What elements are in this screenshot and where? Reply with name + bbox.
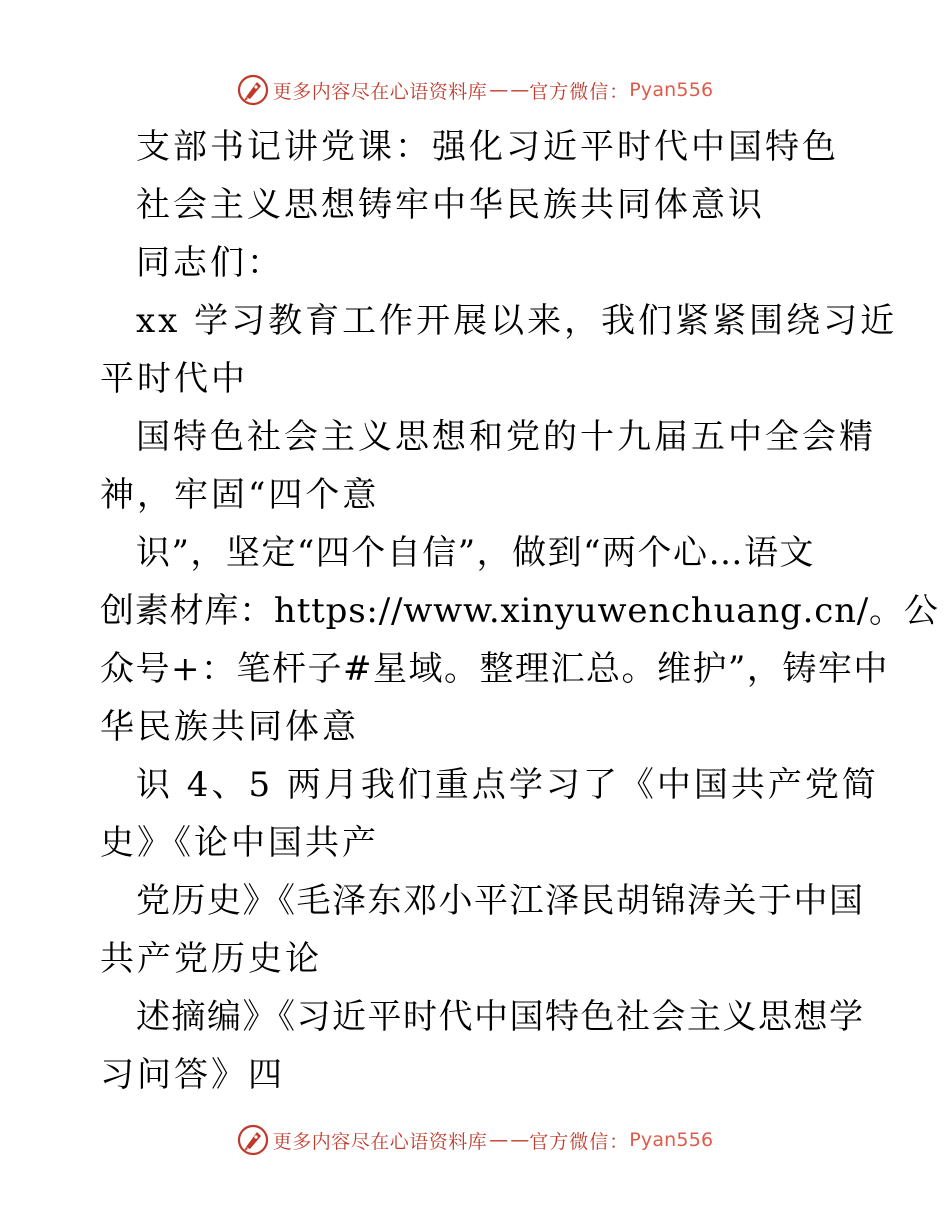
- title-line-2: 社会主义思想铸牢中华民族共同体意识: [136, 185, 765, 225]
- banner-separator: —: [489, 79, 507, 101]
- salutation: 同志们：: [136, 243, 284, 283]
- paragraph-line: 国特色社会主义思想和党的十九届五中全会精: [136, 417, 876, 457]
- banner-separator: —: [489, 1129, 507, 1151]
- paragraph-line: 习问答》四: [100, 1055, 285, 1095]
- banner-separator-2: —: [510, 1129, 528, 1151]
- banner-wechat-label: 官方微信：: [529, 1130, 630, 1153]
- paragraph-line: 神，牢固“四个意: [100, 475, 380, 515]
- banner-title: 更多内容尽在心语资料库: [272, 80, 488, 103]
- pen-nib-logo-icon: [237, 1124, 269, 1156]
- paragraph-line: 创素材库：https://www.xinyuwenchuang.cn/。公: [100, 591, 939, 631]
- paragraph-line: xx 学习教育工作开展以来，我们紧紧围绕习近: [136, 301, 898, 341]
- paragraph-line: 党历史》《毛泽东邓小平江泽民胡锦涛关于中国: [136, 881, 865, 921]
- banner-wechat-id: Pyan556: [629, 1129, 714, 1151]
- paragraph-line: 述摘编》《习近平时代中国特色社会主义思想学: [136, 997, 865, 1037]
- title-line-1: 支部书记讲党课：强化习近平时代中国特色: [136, 127, 839, 167]
- pen-nib-logo-icon: [237, 74, 269, 106]
- paragraph-line: 史》《论中国共产: [100, 823, 379, 863]
- header-banner: [0, 70, 950, 110]
- paragraph-line: 识”，坚定“四个自信”，做到“两个心…语文: [136, 533, 816, 573]
- footer-banner: [0, 1120, 950, 1160]
- banner-wechat-label: 官方微信：: [529, 80, 630, 103]
- banner-separator-2: —: [510, 79, 528, 101]
- paragraph-line: 共产党历史论: [100, 939, 322, 979]
- paragraph-line: 识 4、5 两月我们重点学习了《中国共产党简: [136, 765, 879, 805]
- paragraph-line: 众号+：笔杆子#星域。整理汇总。维护”，铸牢中: [100, 649, 889, 689]
- banner-wechat-id: Pyan556: [629, 79, 714, 101]
- paragraph-line: 华民族共同体意: [100, 707, 359, 747]
- banner-title: 更多内容尽在心语资料库: [272, 1130, 488, 1153]
- paragraph-line: 平时代中: [100, 359, 248, 399]
